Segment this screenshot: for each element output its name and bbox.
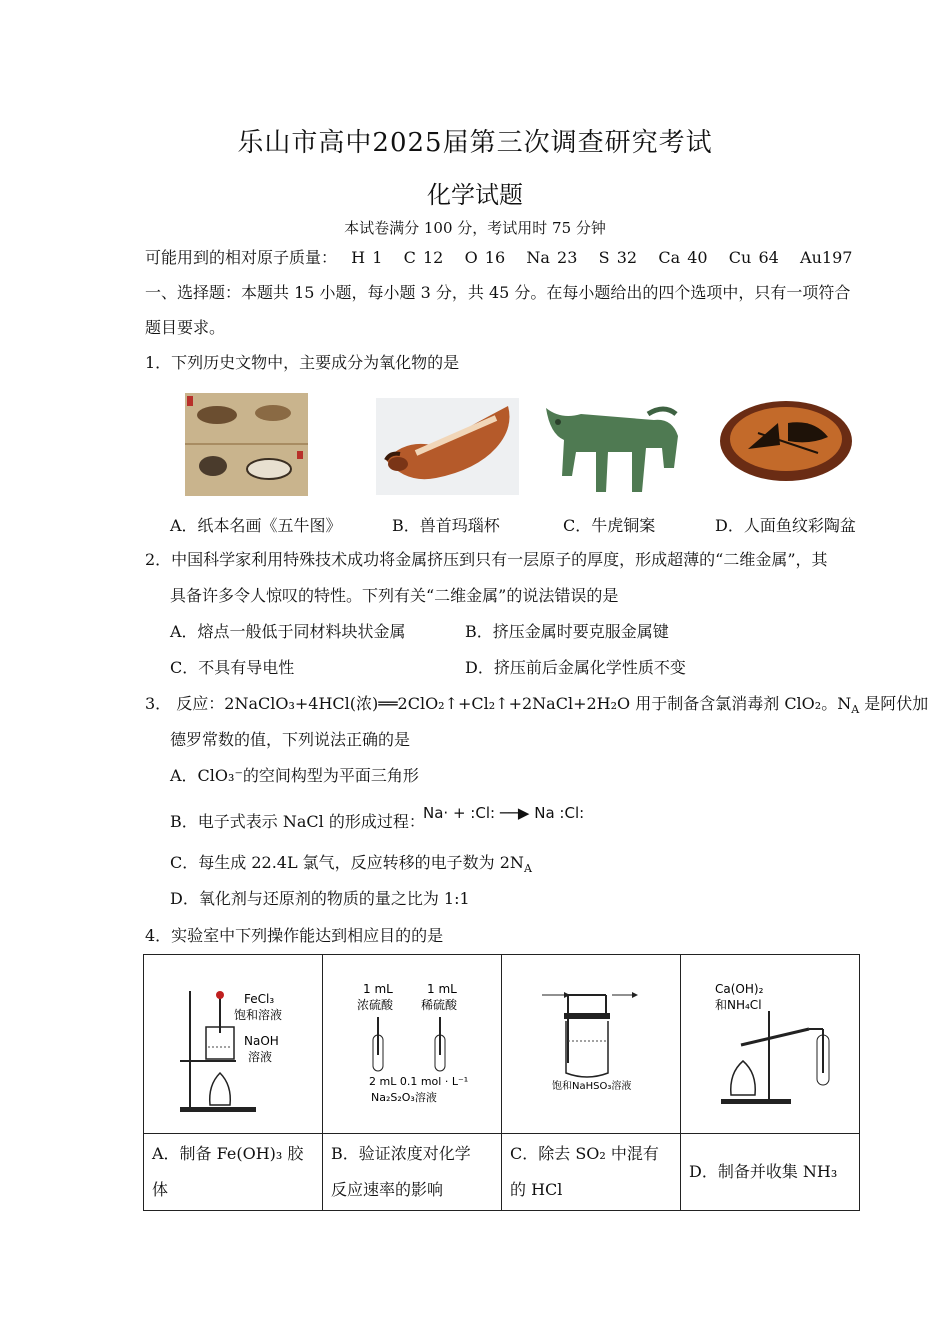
- label-calcium-hydroxide: Ca(OH)₂: [715, 982, 764, 996]
- question-2-option-d: D．挤压前后金属化学性质不变: [465, 658, 686, 677]
- caption-a: A．制备 Fe(OH)₃ 胶体: [152, 1144, 304, 1199]
- question-1-option-d: D．人面鱼纹彩陶盆: [715, 516, 856, 535]
- label-ammonium-chloride: 和NH₄Cl: [715, 998, 762, 1012]
- question-3-option-b-text: B．电子式表示 NaCl 的形成过程：: [170, 812, 425, 831]
- question-3-stem-line1: [145, 693, 928, 721]
- electron-dot-product-na: Na: [534, 804, 555, 822]
- apparatus-a-cell: [144, 955, 323, 1134]
- question-3-option-d: D．氧化剂与还原剂的物质的量之比为 1:1: [170, 889, 470, 908]
- agate-cup-image: [376, 398, 519, 495]
- question-2-option-c: C．不具有导电性: [170, 658, 295, 677]
- question-4-stem: 4．实验室中下列操作能达到相应目的的是: [145, 926, 444, 945]
- question-2-option-b: B．挤压金属时要克服金属键: [465, 622, 669, 641]
- apparatus-d-cell: [681, 955, 860, 1134]
- fish-pattern-pottery-basin-image: [718, 393, 855, 493]
- section-instructions-line1: 一、选择题：本题共 15 小题，每小题 3 分，共 45 分。在每小题给出的四个选项中，只有一项符合: [145, 283, 851, 302]
- label-dilute-sulfuric: 稀硫酸: [421, 998, 458, 1012]
- question-3-stem-line2: 德罗常数的值，下列说法正确的是: [170, 730, 411, 749]
- label-fecl3: FeCl₃: [244, 992, 275, 1006]
- label-solution: 溶液: [248, 1050, 273, 1064]
- label-conc-sulfuric: 浓硫酸: [357, 998, 394, 1012]
- apparatus-b-diagram: [323, 955, 501, 1129]
- caption-c-line2: 的 HCl: [510, 1180, 563, 1199]
- apparatus-c-diagram: [502, 955, 680, 1129]
- question-2-option-a: A．熔点一般低于同材料块状金属: [170, 622, 406, 641]
- exam-note: 本试卷满分 100 分，考试用时 75 分钟: [344, 219, 606, 237]
- apparatus-a-diagram: [144, 955, 322, 1129]
- label-thiosulfate-solution: Na₂S₂O₃溶液: [371, 1091, 437, 1104]
- electron-dot-product-cl: :Cl:: [559, 804, 585, 822]
- question-1-stem: 1．下列历史文物中，主要成分为氧化物的是: [145, 353, 460, 372]
- caption-c-line1: C．除去 SO₂ 中混有: [510, 1144, 659, 1163]
- caption-d-cell: [681, 1134, 860, 1211]
- exam-title: 乐山市高中2025届第三次调查研究考试: [237, 128, 713, 158]
- electron-dot-cl: :Cl:: [470, 804, 496, 822]
- question-1-option-a: A．纸本名画《五牛图》: [170, 516, 342, 535]
- question-3-option-c-text: C．每生成 22.4L 氯气，反应转移的电子数为 2N: [170, 853, 524, 872]
- question-3-stem-tail: 是阿伏加: [859, 694, 929, 713]
- caption-b-line2: 反应速率的影响: [331, 1180, 444, 1199]
- avogadro-subscript: A: [851, 703, 860, 717]
- label-1ml-conc: 1 mL: [363, 982, 393, 996]
- exam-subject: 化学试题: [427, 181, 523, 209]
- apparatus-c-cell: [502, 955, 681, 1134]
- apparatus-b-cell: [323, 955, 502, 1134]
- bull-tiger-bronze-image: [536, 396, 688, 496]
- question-2-stem-line1: 2．中国科学家利用特殊技术成功将金属挤压到只有一层原子的厚度，形成超薄的“二维金属”，其: [145, 550, 828, 569]
- label-sodium-bisulfite: 饱和NaHSO₃溶液: [552, 1081, 632, 1092]
- electron-dot-na: Na· +: [423, 804, 471, 822]
- caption-a-cell: [144, 1134, 323, 1211]
- caption-c-cell: [502, 1134, 681, 1211]
- caption-b-line1: B．验证浓度对化学: [331, 1144, 471, 1163]
- label-saturated-solution: 饱和溶液: [234, 1008, 283, 1022]
- label-1ml-dilute: 1 mL: [427, 982, 457, 996]
- question-3-option-a: A．ClO₃⁻的空间构型为平面三角形: [170, 766, 419, 785]
- apparatus-d-diagram: [681, 955, 859, 1129]
- question-3-option-c: [170, 852, 532, 880]
- section-instructions-line2: 题目要求。: [145, 318, 226, 337]
- caption-b-cell: [323, 1134, 502, 1211]
- reaction-arrow: ──▶: [499, 804, 530, 822]
- caption-d: D．制备并收集 NH₃: [689, 1162, 838, 1181]
- atomic-masses: 可能用到的相对原子质量： H 1 C 12 O 16 Na 23 S 32 Ca 40 Cu 64 Au197: [145, 248, 853, 267]
- question-2-stem-line2: 具备许多令人惊叹的特性。下列有关“二维金属”的说法错误的是: [170, 586, 619, 605]
- electron-dot-formula: [423, 804, 584, 822]
- question-3-option-b: [170, 811, 425, 833]
- label-naoh: NaOH: [244, 1034, 279, 1048]
- question-1-option-c: C．牛虎铜案: [563, 516, 656, 535]
- avogadro-subscript-c: A: [523, 862, 532, 876]
- label-thiosulfate-conc: 2 mL 0.1 mol · L⁻¹: [369, 1075, 469, 1088]
- question-1-option-b: B．兽首玛瑙杯: [392, 516, 500, 535]
- five-oxen-painting-image: [185, 393, 308, 496]
- question-3-stem-main: 3． 反应：2NaClO₃+4HCl(浓)══2ClO₂↑+Cl₂↑+2NaCl+2H₂O 用于制备含氯消毒剂 ClO₂。N: [145, 694, 852, 713]
- question-4-table: [143, 954, 860, 1211]
